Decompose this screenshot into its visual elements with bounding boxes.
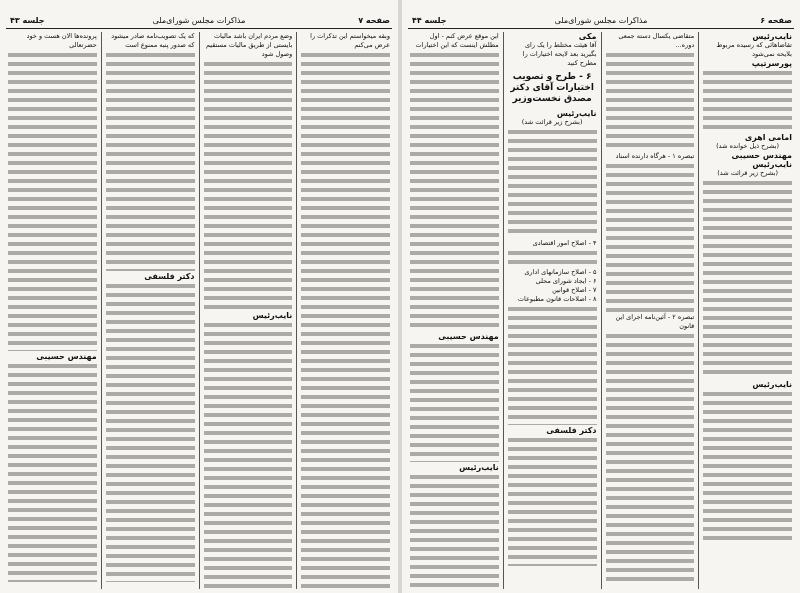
body-text — [508, 249, 597, 267]
body-text — [703, 390, 792, 540]
page-number: صفحه ۶ — [760, 16, 792, 25]
paragraph: متقاضی یکسال دسته جمعی دوره... — [618, 32, 695, 49]
columns — [4, 32, 394, 589]
paragraph: این موقع عرض کنم - اول مطلش اینست که این اختیارات — [415, 32, 499, 49]
speaker-name: نایب‌رئیس — [252, 311, 293, 320]
body-text — [106, 51, 195, 271]
speaker-name: مهندس حسیبی — [36, 352, 97, 361]
body-text — [606, 162, 695, 312]
body-text — [508, 128, 597, 238]
running-title: مذاکرات مجلس شورای‌ملی — [554, 16, 648, 25]
paragraph: آقا هیئت مختلط را یک رای بگیرید بعد لایحه اختیارات را مطرح کنید — [522, 41, 597, 67]
page-header — [408, 14, 794, 29]
running-title: مذاکرات مجلس شورای‌ملی — [152, 16, 246, 25]
stage-note: (بشرح زیر قرائت شد) — [521, 118, 583, 126]
body-text — [410, 51, 499, 331]
paragraph: که یک تصویب‌نامه صادر میشود که صدور پنبه ممنوع است — [111, 32, 195, 49]
session-number: جلسه ۴۴ — [412, 16, 447, 25]
body-text — [703, 69, 792, 132]
body-text — [410, 473, 499, 589]
speaker-name: نایب‌رئیس — [752, 160, 792, 169]
column-4 — [406, 32, 503, 589]
body-text — [508, 305, 597, 425]
list-item: ۷ - اصلاح قوانین — [552, 286, 597, 294]
paragraph: وبقه میخواستم این تذکرات را عرض می‌کنم — [310, 32, 390, 49]
speaker-name: پورسرتیپ — [751, 59, 792, 68]
page-header — [6, 14, 392, 29]
right-page — [402, 0, 800, 593]
body-text — [8, 51, 97, 351]
body-text — [106, 282, 195, 582]
paragraph: وضع مردم ایران باشد مالیات بایستی از طریق مالیات مستقیم وصول شود — [205, 32, 293, 58]
list-item: ۴ - اصلاح امور اقتصادی — [532, 239, 597, 247]
session-number: جلسه ۴۳ — [10, 16, 45, 25]
column-3 — [503, 32, 601, 589]
column-1 — [698, 32, 796, 589]
speaker-name: مهندس حسیبی — [731, 151, 792, 160]
column-2 — [601, 32, 699, 589]
body-text — [606, 332, 695, 582]
speaker-name: نایب‌رئیس — [752, 32, 792, 41]
column-1 — [296, 32, 394, 589]
column-4 — [4, 32, 101, 589]
body-text — [606, 51, 695, 151]
body-text — [204, 321, 293, 589]
speaker-name: دکتر فلسفی — [144, 272, 195, 281]
columns — [406, 32, 796, 589]
body-text — [301, 51, 390, 589]
page-number: صفحه ۷ — [358, 16, 390, 25]
body-text — [410, 342, 499, 462]
stage-note: (بشرح ذیل خوانده شد) — [716, 142, 780, 150]
body-text — [8, 362, 97, 582]
body-text — [703, 179, 792, 379]
paragraph: تبصره ۱ - هرگاه دارنده اسناد — [615, 152, 695, 160]
list-item: ۶ - ایجاد شورای محلی — [535, 277, 597, 285]
speaker-name: نایب‌رئیس — [556, 109, 597, 118]
body-text — [508, 436, 597, 566]
speaker-name: نایب‌رئیس — [752, 380, 792, 389]
column-3 — [101, 32, 199, 589]
speaker-name: مکی — [578, 32, 597, 41]
speaker-name: امامی اهری — [744, 133, 792, 142]
list-item: ۵ - اصلاح سازمانهای اداری — [524, 268, 597, 276]
speaker-name: نایب‌رئیس — [459, 463, 499, 472]
speaker-name: دکتر فلسفی — [546, 426, 597, 435]
paragraph: تقاضاهائی که رسیده مربوط بلایحه نمی‌شود — [716, 41, 792, 58]
left-page — [0, 0, 398, 593]
paragraph: تبصره ۲ - آئین‌نامه اجرای این قانون — [615, 313, 695, 330]
stage-note: (بشرح زیر قرائت شد) — [717, 169, 778, 177]
body-text — [204, 60, 293, 310]
speaker-name: مهندس حسیبی — [438, 332, 499, 341]
column-2 — [199, 32, 297, 589]
section-heading: ۶ - طرح و تصویب اختیارات آقای دکتر مصدق نخست‌وزیر — [510, 72, 594, 104]
paragraph: پرونده‌ها الان هست و خود حضرتعالی — [26, 32, 97, 49]
list-item: ۸ - اصلاحات قانون مطبوعات — [517, 295, 597, 303]
